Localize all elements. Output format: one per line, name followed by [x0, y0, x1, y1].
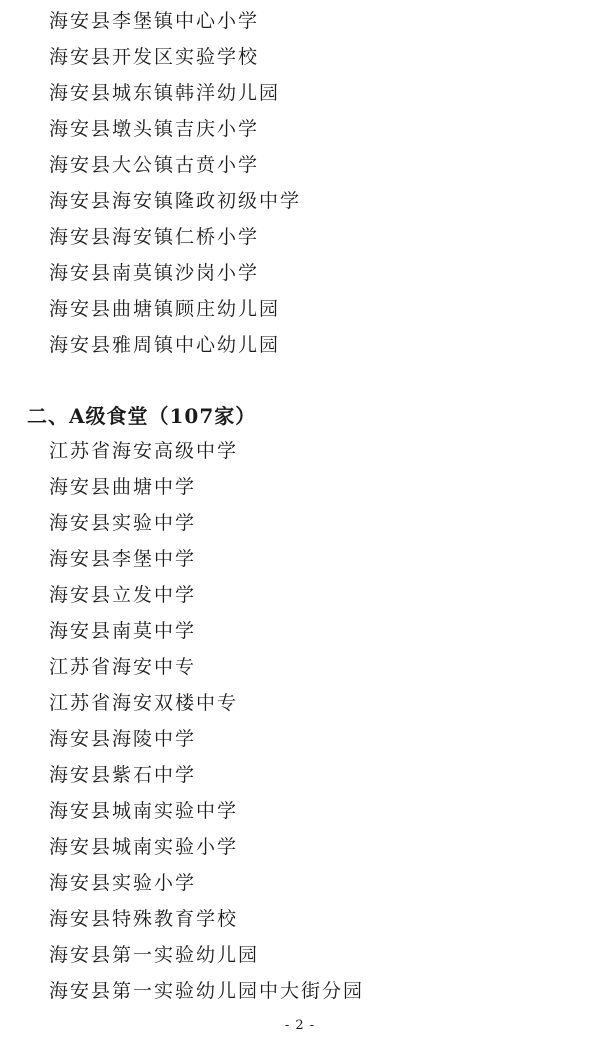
list-item: 海安县雅周镇中心幼儿园: [49, 334, 281, 356]
list-item: 海安县开发区实验学校: [49, 46, 260, 68]
list-item: 海安县立发中学: [49, 584, 197, 606]
a-grade-canteen-list: [49, 433, 364, 1009]
list-item: 海安县曲塘镇顾庄幼儿园: [49, 298, 281, 320]
list-item: 海安县大公镇古贲小学: [49, 154, 260, 176]
list-item: 江苏省海安中专: [49, 656, 197, 678]
list-item: 海安县第一实验幼儿园中大街分园: [49, 980, 365, 1002]
list-item: 海安县城南实验小学: [49, 836, 239, 858]
list-item: 江苏省海安双楼中专: [49, 692, 239, 714]
list-item: 海安县李堡镇中心小学: [49, 10, 260, 32]
list-item: 海安县实验中学: [49, 512, 197, 534]
list-item: 海安县城南实验中学: [49, 800, 239, 822]
list-item: 海安县第一实验幼儿园: [49, 944, 260, 966]
list-item: 海安县特殊教育学校: [49, 908, 239, 930]
list-item: 海安县墩头镇吉庆小学: [49, 118, 260, 140]
page-number: - 2 -: [284, 1018, 316, 1033]
list-item: 海安县李堡中学: [49, 548, 197, 570]
list-item: 江苏省海安高级中学: [49, 440, 239, 462]
list-item: 海安县曲塘中学: [49, 476, 197, 498]
list-item: 海安县紫石中学: [49, 764, 197, 786]
school-list-continued: [49, 3, 301, 363]
list-item: 海安县海安镇隆政初级中学: [49, 190, 302, 212]
list-item: 海安县南莫中学: [49, 620, 197, 642]
list-item: 海安县实验小学: [49, 872, 197, 894]
list-item: 海安县海安镇仁桥小学: [49, 226, 260, 248]
list-item: 海安县城东镇韩洋幼儿园: [49, 82, 281, 104]
list-item: 海安县海陵中学: [49, 728, 197, 750]
list-item: 海安县南莫镇沙岗小学: [49, 262, 260, 284]
section-heading-a-grade: 二、A级食堂（107家）: [27, 404, 257, 428]
